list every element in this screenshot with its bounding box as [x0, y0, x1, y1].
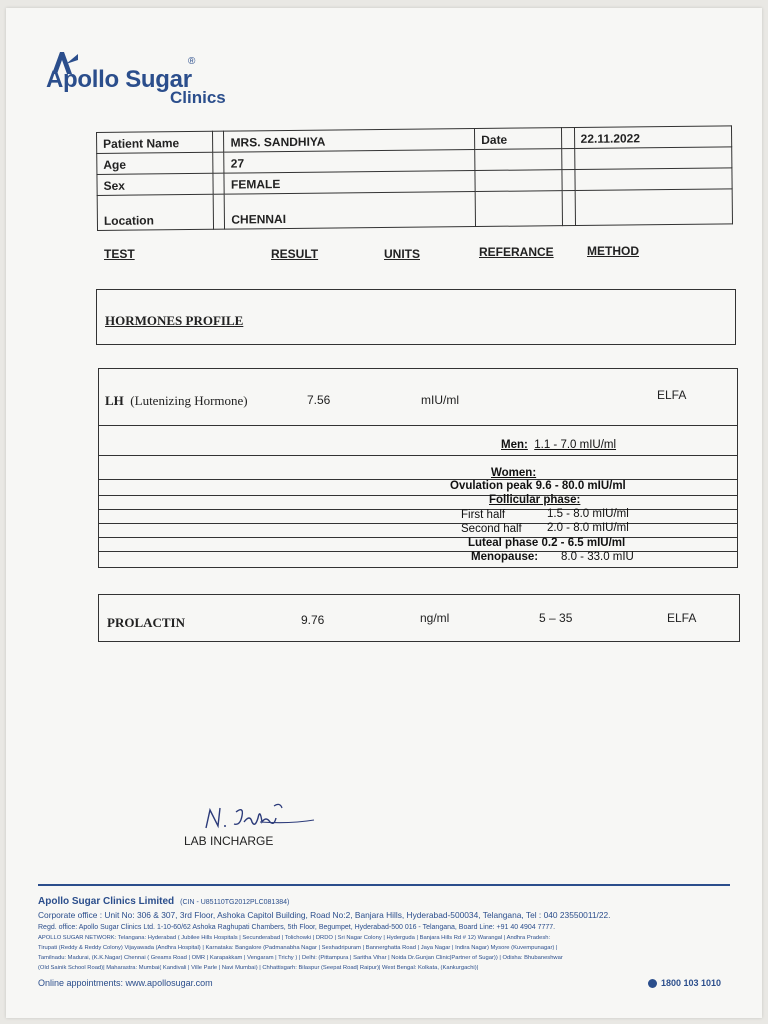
sex-label: Sex [97, 173, 213, 195]
menopause-range: 8.0 - 33.0 mIU [561, 551, 634, 563]
column-header-method: METHOD [587, 244, 639, 258]
follicular-label: Follicular phase: [489, 494, 581, 506]
phone-icon [648, 979, 657, 988]
lh-units: mIU/ml [421, 393, 459, 407]
logo-brand-line1: Apollo Sugar [46, 66, 192, 93]
row-divider [99, 455, 737, 456]
menopause-label: Menopause: [471, 551, 539, 563]
location-value: CHENNAI [225, 192, 476, 230]
prolactin-result: 9.76 [301, 613, 325, 627]
footer-cin: (CIN - U85110TG2012PLC081384) [180, 899, 290, 906]
patient-name-label: Patient Name [97, 131, 213, 153]
footer-network-line4: (Old Sainik School Road)| Maharastra: Mumbai( Kandivali | Ville Parle | Navi Mumbai) | Chhattisgarh: Bilaspur (Seepat Road| Raipur)| West Bengal: Kolkata, (Kankurgachi)| [38, 965, 479, 971]
footer-corporate-office: Corporate office : Unit No: 306 & 307, 3rd Floor, Ashoka Capitol Building, Road No:2, Banjara Hills, Hyderabad-500034, Telangana, Tel : 040 23550011/22. [38, 910, 611, 920]
column-header-units: UNITS [384, 247, 420, 261]
row-divider [99, 509, 737, 510]
lab-incharge-signature [200, 800, 320, 834]
lh-result: 7.56 [307, 393, 331, 407]
lh-full-name: (Lutenizing Hormone) [130, 393, 248, 408]
footer-rule [38, 884, 730, 886]
column-header-reference: REFERANCE [479, 245, 554, 259]
footer-registered-office: Regd. office: Apollo Sugar Clinics Ltd. 1-10-60/62 Ashoka Raghupati Chambers, 5th Floor, Begumpet, Hyderabad-500 016 - Telangana, Board Line: +91 40 4904 7777. [38, 924, 556, 931]
hormones-profile-box [96, 289, 736, 345]
patient-info-table [96, 125, 733, 231]
age-value: 27 [224, 150, 475, 174]
prolactin-reference: 5 – 35 [539, 611, 573, 625]
row-divider [99, 495, 737, 496]
row-divider [99, 523, 737, 524]
second-half-label: Second half [461, 523, 522, 535]
first-half-label: First half [461, 509, 506, 521]
men-range: 1.1 - 7.0 mIU/ml [534, 439, 617, 451]
logo-reg-mark: ® [188, 56, 196, 67]
footer-company: Apollo Sugar Clinics Limited (CIN - U85110TG2012PLC081384) [38, 896, 290, 907]
row-divider [99, 425, 737, 426]
lab-incharge-label: LAB INCHARGE [184, 834, 274, 848]
prolactin-units: ng/ml [420, 611, 450, 625]
age-label: Age [97, 152, 213, 174]
section-title: HORMONES PROFILE [105, 313, 244, 328]
row-divider [99, 479, 737, 480]
lh-ref-men [501, 439, 616, 451]
footer-network-line3: Tamilnadu: Madurai, (K.K.Nagar) Chennai ( Greams Road | OMR | Karapakkam | Vengaram | Trichy ) | Delhi: (Pittampura | Saritha Vihar | Noida Dr.Gunjan Clinic|Partner of Sugar)) | Odisha: Bhubaneshwar [38, 955, 563, 961]
row-divider [99, 551, 737, 552]
location-label: Location [97, 194, 213, 230]
first-half-range: 1.5 - 8.0 mIU/ml [547, 508, 629, 520]
row-divider [99, 537, 737, 538]
lh-ref-luteal: Luteal phase 0.2 - 6.5 mIU/ml [468, 537, 626, 549]
men-label: Men: [501, 439, 528, 451]
column-header-test: TEST [104, 247, 135, 261]
date-value: 22.11.2022 [574, 126, 732, 149]
lh-name: LH [105, 393, 124, 408]
clinic-logo [46, 46, 246, 116]
prolactin-method: ELFA [667, 611, 697, 625]
date-label: Date [475, 128, 562, 150]
women-label: Women: [491, 467, 537, 479]
second-half-range: 2.0 - 8.0 mIU/ml [547, 522, 629, 534]
column-header-result: RESULT [271, 247, 319, 261]
lh-method: ELFA [657, 388, 687, 402]
lh-test-label [105, 393, 248, 409]
sex-value: FEMALE [224, 171, 475, 195]
footer-network-line1: APOLLO SUGAR NETWORK: Telangana: Hyderabad ( Jubilee Hills Hospitals | Secunderabad | Tolichowki | DRDO | Sri Nagar Colony | Hyderguda | Banjara Hills Rd # 12) Warangal | Andhra Pradesh: [38, 935, 551, 941]
lh-result-box [98, 368, 738, 568]
footer-phone[interactable]: 1800 103 1010 [648, 978, 721, 988]
footer-network-line2: Tirupati (Reddy & Reddy Colony) Vijayawada (Andhra Hospital) | Karnataka: Bangalore (Padmanabha Nagar | Seshadripuram | Bannerghatta Road | Jaya Nagar | Indira Nagar) Mysore (Kuvempunagar) | [38, 945, 558, 951]
lh-ref-ovulation: Ovulation peak 9.6 - 80.0 mIU/ml [450, 480, 626, 492]
logo-brand-line2: Clinics [170, 88, 226, 107]
patient-name-value: MRS. SANDHIYA [224, 129, 475, 153]
footer-online-appointments[interactable]: Online appointments: www.apollosugar.com [38, 978, 213, 988]
prolactin-test-label: PROLACTIN [107, 615, 186, 630]
prolactin-result-box [98, 594, 740, 642]
